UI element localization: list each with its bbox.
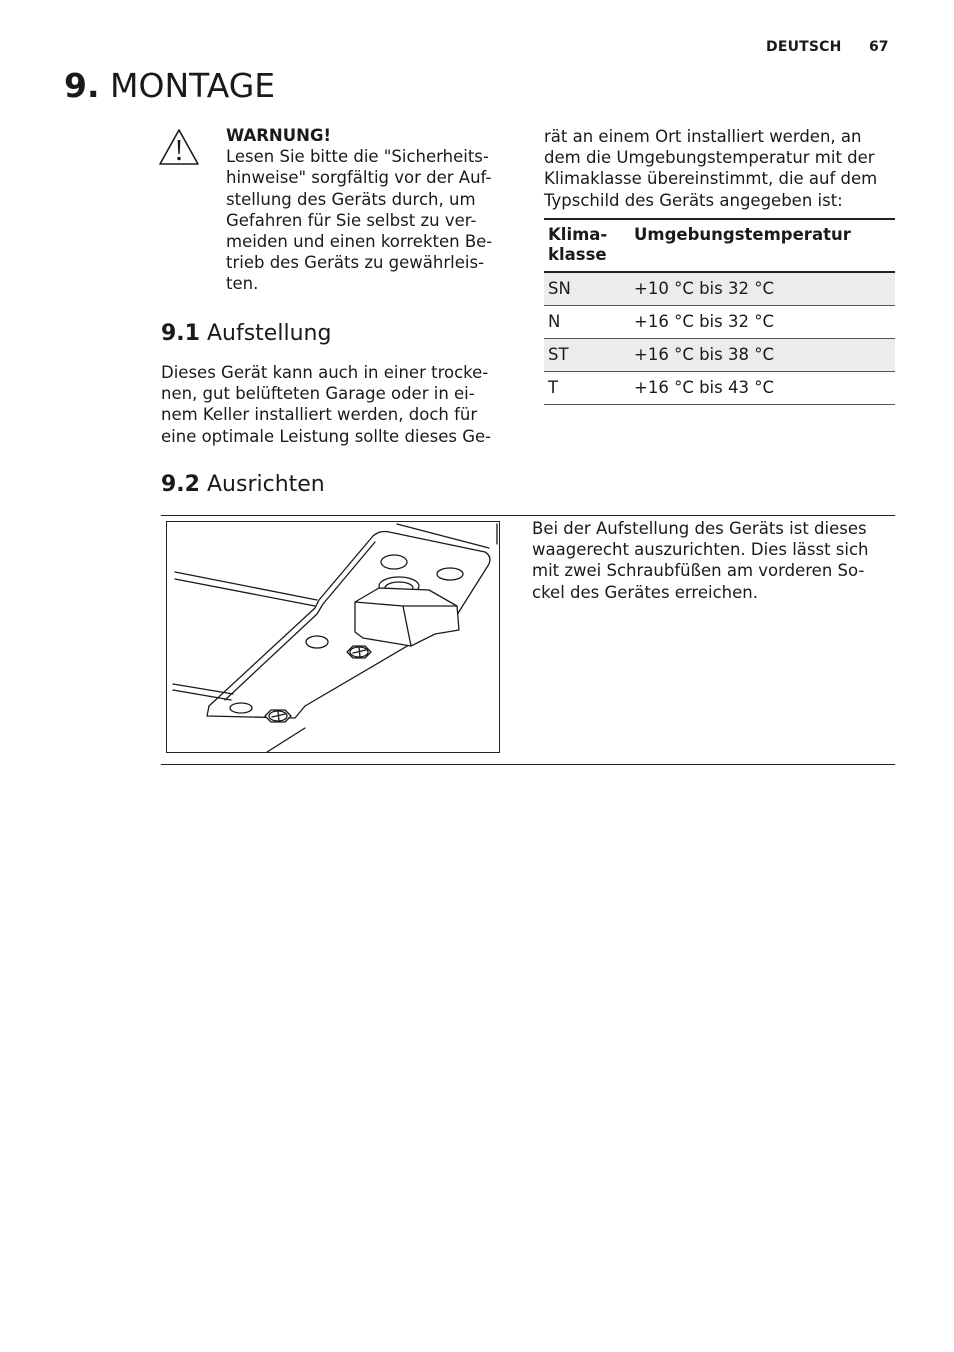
chapter-title-text: MONTAGE <box>110 66 276 105</box>
warning-line: stellung des Geräts durch, um <box>226 189 476 209</box>
table-row <box>544 372 895 405</box>
aufstellung-paragraph-right <box>544 126 877 211</box>
leveling-foot-illustration <box>166 521 500 753</box>
paragraph-line: Dieses Gerät kann auch in einer trocke- <box>161 363 489 382</box>
paragraph-line: Bei der Aufstellung des Geräts ist dieses <box>532 519 867 538</box>
table-cell-class: T <box>544 372 630 405</box>
table-row <box>544 306 895 339</box>
warning-triangle-icon <box>158 128 200 166</box>
warning-line: hinweise" sorgfältig vor der Auf- <box>226 168 492 188</box>
paragraph-line: nem Keller installiert werden, doch für <box>161 405 478 425</box>
table-cell-temperature: +16 °C bis 32 °C <box>630 306 895 339</box>
table-cell-class: ST <box>544 339 630 372</box>
paragraph-line: ckel des Gerätes erreichen. <box>532 582 758 602</box>
aufstellung-paragraph-left <box>161 362 491 447</box>
table-cell-temperature: +16 °C bis 38 °C <box>630 339 895 372</box>
column-header-klimaklasse: Klima- klasse <box>544 219 630 272</box>
warning-block <box>226 125 516 295</box>
warning-line: Lesen Sie bitte die "Sicherheits- <box>226 147 489 167</box>
paragraph-line: eine optimale Leistung sollte dieses Ge- <box>161 426 492 446</box>
climate-class-table <box>544 218 895 405</box>
header-language: DEUTSCH <box>766 39 842 55</box>
paragraph-line: dem die Umgebungstemperatur mit der <box>544 148 875 168</box>
section-title: Ausrichten <box>206 472 325 497</box>
paragraph-line: waagerecht auszurichten. Dies lässt sich <box>532 540 869 560</box>
paragraph-line: mit zwei Schraubfüßen am vorderen So- <box>532 561 865 581</box>
divider <box>161 515 895 516</box>
table-cell-temperature: +16 °C bis 43 °C <box>630 372 895 405</box>
warning-line: meiden und einen korrekten Be- <box>226 232 493 252</box>
ausrichten-paragraph <box>532 518 869 603</box>
section-heading-aufstellung <box>161 321 331 346</box>
section-heading-ausrichten <box>161 472 325 497</box>
warning-line: ten. <box>226 274 259 294</box>
paragraph-line: Typschild des Geräts angegeben ist: <box>544 190 843 210</box>
warning-line: Gefahren für Sie selbst zu ver- <box>226 210 477 230</box>
paragraph-line: rät an einem Ort installiert werden, an <box>544 127 862 146</box>
table-header-row <box>544 219 895 272</box>
table-row <box>544 272 895 306</box>
page-number: 67 <box>869 39 889 55</box>
warning-title: WARNUNG! <box>226 126 332 145</box>
table-cell-class: SN <box>544 272 630 306</box>
chapter-title <box>64 66 275 105</box>
paragraph-line: Klimaklasse übereinstimmt, die auf dem <box>544 169 878 189</box>
section-number: 9.1 <box>161 321 200 346</box>
table-row <box>544 339 895 372</box>
section-title: Aufstellung <box>206 321 332 346</box>
section-number: 9.2 <box>161 472 200 497</box>
divider <box>161 764 895 765</box>
paragraph-line: nen, gut belüfteten Garage oder in ei- <box>161 384 475 404</box>
table-cell-temperature: +10 °C bis 32 °C <box>630 272 895 306</box>
warning-line: trieb des Geräts zu gewährleis- <box>226 253 485 273</box>
leveling-foot-drawing <box>167 522 499 752</box>
table-cell-class: N <box>544 306 630 339</box>
chapter-number: 9. <box>64 66 100 105</box>
column-header-umgebungstemperatur: Umgebungstemperatur <box>630 219 895 272</box>
